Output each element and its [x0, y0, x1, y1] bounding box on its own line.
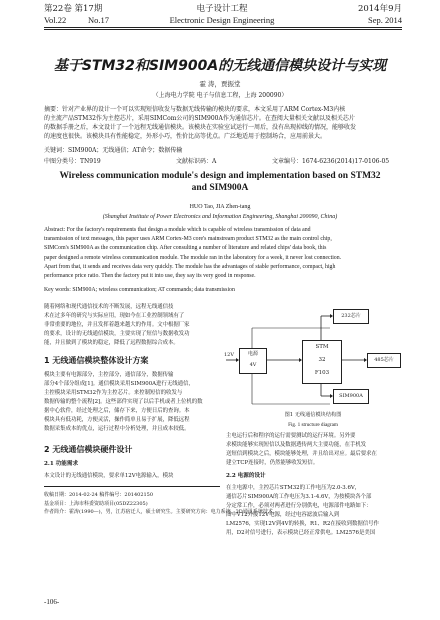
- section-2-2-body: [226, 484, 402, 538]
- power-supply-voltage: 4V: [249, 362, 257, 368]
- power-supply-box: [239, 348, 267, 374]
- mcu-label-2: 32: [318, 357, 326, 363]
- paper-title-en-line: and SIM900A: [191, 183, 249, 193]
- figure-caption-cn: 图1 无线通信模块结构图: [284, 412, 342, 418]
- abstract-en-line: Abstract: For the factory's requirements that design a module which is capable of wireless transmission of data and: [44, 227, 311, 233]
- requirements-line: 主电运行后和程序的运行需要测试的运行环境。另外要: [226, 433, 356, 439]
- issue-date-cn: 2014年9月: [357, 4, 402, 14]
- section-1-line: 模块具有低功耗，方便灵活，操作简单且易于扩展，降低远程: [44, 417, 190, 423]
- header-rule: [44, 27, 402, 28]
- abstract-cn-line: 的主流产品STM32作为主控芯片，采用SIMCom公司的SIM900A作为通信芯片。在查阅大量相关文献以及相关芯片: [44, 115, 355, 122]
- section-1-heading: 1 无线通信模块整体设计方案: [44, 356, 149, 365]
- volume-en: Vol.22: [44, 15, 67, 25]
- journal-name-en: Electronic Design Engineering: [169, 15, 275, 25]
- requirements-line: 建立TCP连接时，仍然能够收发短信。: [226, 460, 319, 466]
- section-2-2-line: 图中V12外接12V电源，经过电容滤波后输入到: [226, 512, 340, 518]
- rs232-chip-box: 232芯片: [333, 309, 369, 324]
- clc-number: 中图分类号：TN919: [44, 158, 101, 165]
- article-number: 文章编号：1674-6236(2014)17-0106-05: [272, 158, 390, 165]
- requirements-paragraph: [226, 432, 402, 468]
- intro-paragraph: [44, 303, 220, 348]
- footnote-funding: 基金项目：上海市科委资助项目(05DZ22305): [44, 500, 148, 507]
- authors-cn: 霍 涛，贾振堂: [199, 80, 241, 88]
- section-2-2-heading: 2.2 电源的设计: [226, 473, 266, 479]
- intro-line: 随着网络和现代通信技术的不断发展，远程无线通信技: [44, 304, 174, 310]
- intro-line: 的要求，设计的无线通信模块，主要实现了短信与数据收发功: [44, 331, 190, 337]
- section-2-2-line: 在主电源中，主控芯片STM32的工作电压为2.0-3.6V，: [226, 485, 361, 491]
- section-2-2-line: 通信芯片SIM900A的工作电压为3.1-4.6V，为按模块各个部: [226, 494, 372, 500]
- keywords-cn: 关键词：SIM900A；无线通信；AT命令；数据传输: [44, 147, 183, 154]
- header-rule-thin: [44, 29, 402, 30]
- section-2-heading: 2 无线通信模块硬件设计: [44, 445, 133, 454]
- footnote-rule: [44, 486, 220, 487]
- issue-date-en: Sep. 2014: [368, 15, 402, 25]
- structure-diagram: [224, 300, 402, 408]
- intro-line: 非常重要的地位，并且发挥着越来越大的作用。文中根据厂家: [44, 322, 190, 328]
- journal-name-cn: 电子设计工程: [196, 4, 248, 14]
- section-1-line: 据中心软件，经过处理之后，储存下来，方便日后的查询。本: [44, 408, 190, 414]
- rs485-chip-box: 485芯片: [367, 353, 401, 368]
- intro-line: 能，并且做到了模块的稳定，降低了远程数据综合成本。: [44, 340, 179, 346]
- paper-title-en: [30, 170, 410, 194]
- section-2-2-line: LM2576，实现12V到4V的转换，R1、R2在接收到数据信号作: [226, 521, 379, 527]
- section-1-body: [44, 371, 220, 434]
- input-voltage-label: 12V: [224, 352, 234, 358]
- mcu-box: [302, 340, 342, 384]
- affiliation-en: (Shanghai Institute of Power Electronics and Information Engineering, Shanghai 200090, China): [102, 214, 338, 220]
- section-2-1-heading: 2.1 功能需求: [44, 461, 79, 467]
- section-2-1-line: 本文设计的无线通信模块，要求单12V电源输入，模块: [44, 473, 174, 479]
- figure-caption-en: Fig. 1 structure diagram: [288, 422, 338, 428]
- paper-title-en-line: Wireless communication module's design and implementation based on STM32: [59, 171, 381, 181]
- footnote-author-bio: 作者简介：霍涛(1990—)，男，江苏宿迁人，硕士研究生。主要研究方向：电力系统、3D通讯系统技术。: [44, 509, 278, 515]
- abstract-en-line: transmission of text messages, this paper uses ARM Cortex-M3 core's mainstream product STM32 as the main control chip,: [44, 236, 332, 243]
- section-1-line: 数据传输的整个流程[2]。这些部件实现了以后手机或者上位机的数: [44, 399, 203, 405]
- section-2-2-line: 用，D2对信号进行，表示模块已经正常供电。LM2576是美国: [226, 530, 376, 536]
- paper-title-cn: 基于STM32和SIM900A的无线通信模块设计与实现: [53, 58, 387, 74]
- mcu-label-3: F103: [314, 370, 330, 376]
- abstract-en-line: paper designed a remote wireless communication module. The module ran in the laboratory for a week, it never lost connection.: [44, 254, 342, 261]
- power-supply-label: 电源: [247, 351, 258, 357]
- issue-no-en: No.17: [88, 15, 110, 25]
- abstract-cn-line: 的数据手册之后，本文设计了一个远程无线通信模块。该模块在实验室试运行一周后，没有出现掉线的情况，能够收发: [44, 124, 357, 131]
- abstract-cn: [44, 105, 402, 141]
- sim900a-box: SIM900A: [333, 389, 369, 404]
- abstract-en-line: SIMCom's SIM900A as the communication chip. After consulting a number of literature and related chips' data book, this: [44, 245, 327, 252]
- section-1-line: 部分4个部分组成[1]。通信模块采用SIM900A进行无线通信，: [44, 381, 194, 387]
- abstract-cn-line: 的速度也很快。该模块具有性能稳定，外形小巧，性价比高等优点。广泛地适用于控制场合，应用前景大。: [44, 133, 327, 140]
- intro-line: 术在过多年的研究与实际应用，现如今在工业控制领域有了: [44, 313, 185, 319]
- page-number: -106-: [44, 598, 60, 606]
- authors-en: HUO Tao, JIA Zhen-tang: [189, 204, 251, 210]
- mcu-label-1: STM: [315, 344, 329, 350]
- section-2-2-line: 分定常工作，必须对两者进行分别供电，电源部件电路如下：: [226, 503, 372, 509]
- section-1-line: 数据采集成本的优点，运行过程中分析处理，并且成本较低。: [44, 426, 190, 432]
- footnote-received: 收稿日期：2014-02-24 稿件编号：201402150: [44, 492, 154, 498]
- abstract-en-line: Apart from that, it sends and receives data very quickly. The module has the advantages of stable performance, compact, high: [44, 263, 336, 270]
- requirements-line: 求模块能够实现短信以及数据透传两大主要功能，在手机发: [226, 442, 367, 448]
- section-1-line: 模块主要有电源部分，主控部分，通信部分，数据传输: [44, 372, 174, 378]
- requirements-line: 送短信到模块之后，模块能够处理，并且给出对应。最后要求在: [226, 451, 377, 457]
- keywords-en: Key words: SIM900A; wireless communication; AT commands; data transmission: [44, 287, 235, 293]
- section-1-line: 主控模块采用STM32作为主控芯片。来控制短信的收发与: [44, 390, 183, 396]
- abstract-en-line: performance price ratio. Then the factory put it into use, they say its very good in response.: [44, 273, 256, 280]
- volume-cn: 第22卷 第17期: [44, 4, 103, 14]
- abstract-en: [44, 226, 402, 281]
- affiliation-cn: （上海电力学院 电子与信息工程，上海 200090）: [152, 92, 288, 99]
- document-code: 文献标识码：A: [176, 158, 217, 165]
- abstract-cn-line: 摘要：针对产业界的设计一个可以实现短信收发与数据无线传输的模块的要求，本文采用了ARM Cortex-M3内核: [44, 106, 346, 113]
